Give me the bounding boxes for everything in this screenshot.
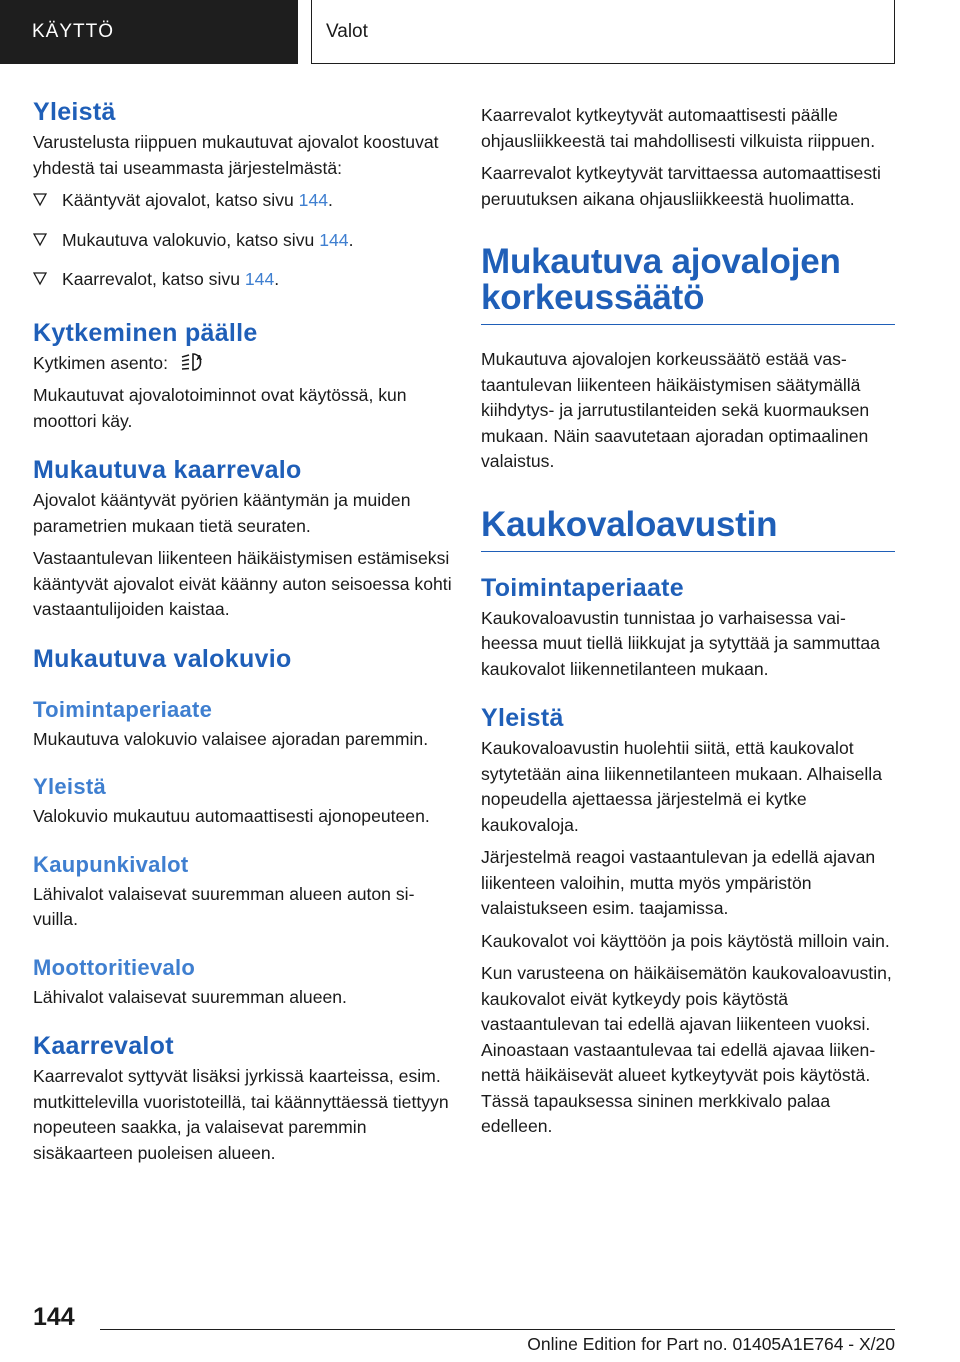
list-item-text: Kaarrevalot, katso sivu [62,269,245,289]
right-column [481,103,895,1147]
paragraph: Lähivalot valaisevat suuremman alueen. [33,986,347,1007]
switch-position-label: Kytkimen asento: [33,352,168,373]
triangle-bullet-icon [33,272,47,286]
paragraph: Mukautuvat ajovalotoiminnot ovat käytössä, kun moottori käy. [33,385,407,431]
heading-adaptive-cornering: Mukautuva kaarrevalo [33,456,302,484]
left-column [33,98,453,1173]
list-item [33,188,453,214]
triangle-bullet-icon [33,233,47,247]
paragraph: Mukautuva ajovalojen korkeussäätö estää vastaantulevan liikenteen häikäistymisen säätymällä kiihdytys- ja jarrutustilanteiden sekä kuormauksen mukaan. Näin saavutetaan ajoradan optimaalinen valaistus. [481,349,870,471]
heading-high-beam-assistant: Kaukovaloavustin [481,504,778,544]
list-item [33,228,453,254]
triangle-bullet-icon [33,193,47,207]
page-reference-link[interactable]: 144 [244,269,275,289]
list-item-end: . [274,269,280,289]
header-chapter-tab [311,0,895,64]
list-item-text: Mukautuva valokuvio, katso sivu [62,229,320,250]
page-number: 144 [33,1303,75,1331]
list-item-end: . [348,229,354,250]
list-item [33,267,453,293]
heading-cornering-lights: Kaarrevalot [33,1032,174,1060]
paragraph: Lähivalot valaisevat suuremman alueen auton sivuilla. [33,883,415,929]
paragraph: Kaarrevalot syttyvät lisäksi jyrkissä kaarteissa, esim. mutkittelevilla vuoristoteillä, tai käännyttäessä tiettyyn nopeuteen saakka, ja valaisevat paremmin sisäkaarteen puoleisen alueen. [33,1066,449,1163]
heading-block-assistant [481,504,895,552]
paragraph: Valokuvio mukautuu automaattisesti ajonopeuteen. [33,806,430,826]
page-reference-link[interactable]: 144 [319,229,349,250]
heading-adaptive-light-pattern: Mukautuva valokuvio [33,644,292,673]
list-item-end: . [328,190,333,210]
header-section-tab [0,0,298,64]
page-reference-link[interactable]: 144 [298,190,329,210]
heading-block-leveling [481,244,895,325]
header-chapter-label: Valot [326,20,368,42]
paragraph: Ajovalot kääntyvät pyörien kääntymän ja muiden parametrien mukaan tietä seuraten. [33,490,411,536]
paragraph: Varustelusta riippuen mukautuvat ajovalot koostuvat yhdestä tai useammasta järjestelmästä: [33,132,439,178]
paragraph: Kaukovalot voi käyttöön ja pois käytöstä milloin vain. [481,930,890,951]
subheading-general: Yleistä [33,774,107,799]
paragraph: Järjestelmä reagoi vastaantulevan ja edellä ajavan liikenteen valoihin, mutta myös ympäristön valaistukseen esim. taajamissa. [481,847,876,918]
paragraph: Kaarrevalot kytkeytyvät automaattisesti päälle ohjausliikkeestä tai mahdollisesti vilkuista riippuen. [481,105,876,151]
header-section-label: KÄYTTÖ [32,21,115,42]
bullet-list [33,188,453,293]
svg-text:A: A [196,353,202,362]
paragraph: Kaukovaloavustin huolehtii siitä, että kaukovalot sytytetään aina liikennetilanteen mukaan. Alhaisella nopeudella ajettaessa järjestelmä ei kytke kaukovaloja. [481,738,883,835]
paragraph: Kaarrevalot kytkeytyvät tarvittaessa automaattisesti peruutuksen aikana ohjausliikkeestä huolimatta. [481,163,881,209]
heading-general: Yleistä [481,704,564,732]
heading-general: Yleistä [33,98,116,126]
subheading-city-light: Kaupunkivalot [33,851,189,877]
paragraph: Kaukovaloavustin tunnistaa jo varhaisessa vaiheessa muut tiellä liikkujat ja sytyttää ja sammuttaa kaukovalot liikennetilanteen mukaan. [481,607,880,679]
paragraph [33,351,453,377]
heading-headlight-leveling: Mukautuva ajovalojen korkeussäätö [481,242,841,317]
heading-switch-on: Kytkeminen päälle [33,318,258,347]
paragraph: Vastaantulevan liikenteen häikäistymisen estämiseksi kääntyvät ajovalot eivät käänny auton seisoessa kohti vastaantulijoiden kaistaa. [33,548,452,619]
paragraph: Kun varusteena on häikäisemätön kaukovaloavustin, kaukovalot eivät kytkeydy pois käytöstä vastaantulevan tai edellä ajavan liikenteen vuoksi. Ainoastaan vastaantulevaa tai edellä ajavaa liikennettä häikäisevät alueet kytkeytyvät pois käytöstä. Tässä tapauksessa sininen merkkivalo palaa edelleen. [481,963,892,1136]
footer-divider [100,1329,895,1330]
subheading-principle: Toimintaperiaate [33,696,213,722]
auto-headlight-icon [181,351,207,373]
footer-edition: Online Edition for Part no. 01405A1E764 - X/20 [527,1334,895,1354]
heading-principle: Toimintaperiaate [481,573,684,602]
paragraph: Mukautuva valokuvio valaisee ajoradan paremmin. [33,728,429,749]
list-item-text: Kääntyvät ajovalot, katso sivu [62,190,299,210]
subheading-motorway-light: Moottoritievalo [33,954,196,980]
